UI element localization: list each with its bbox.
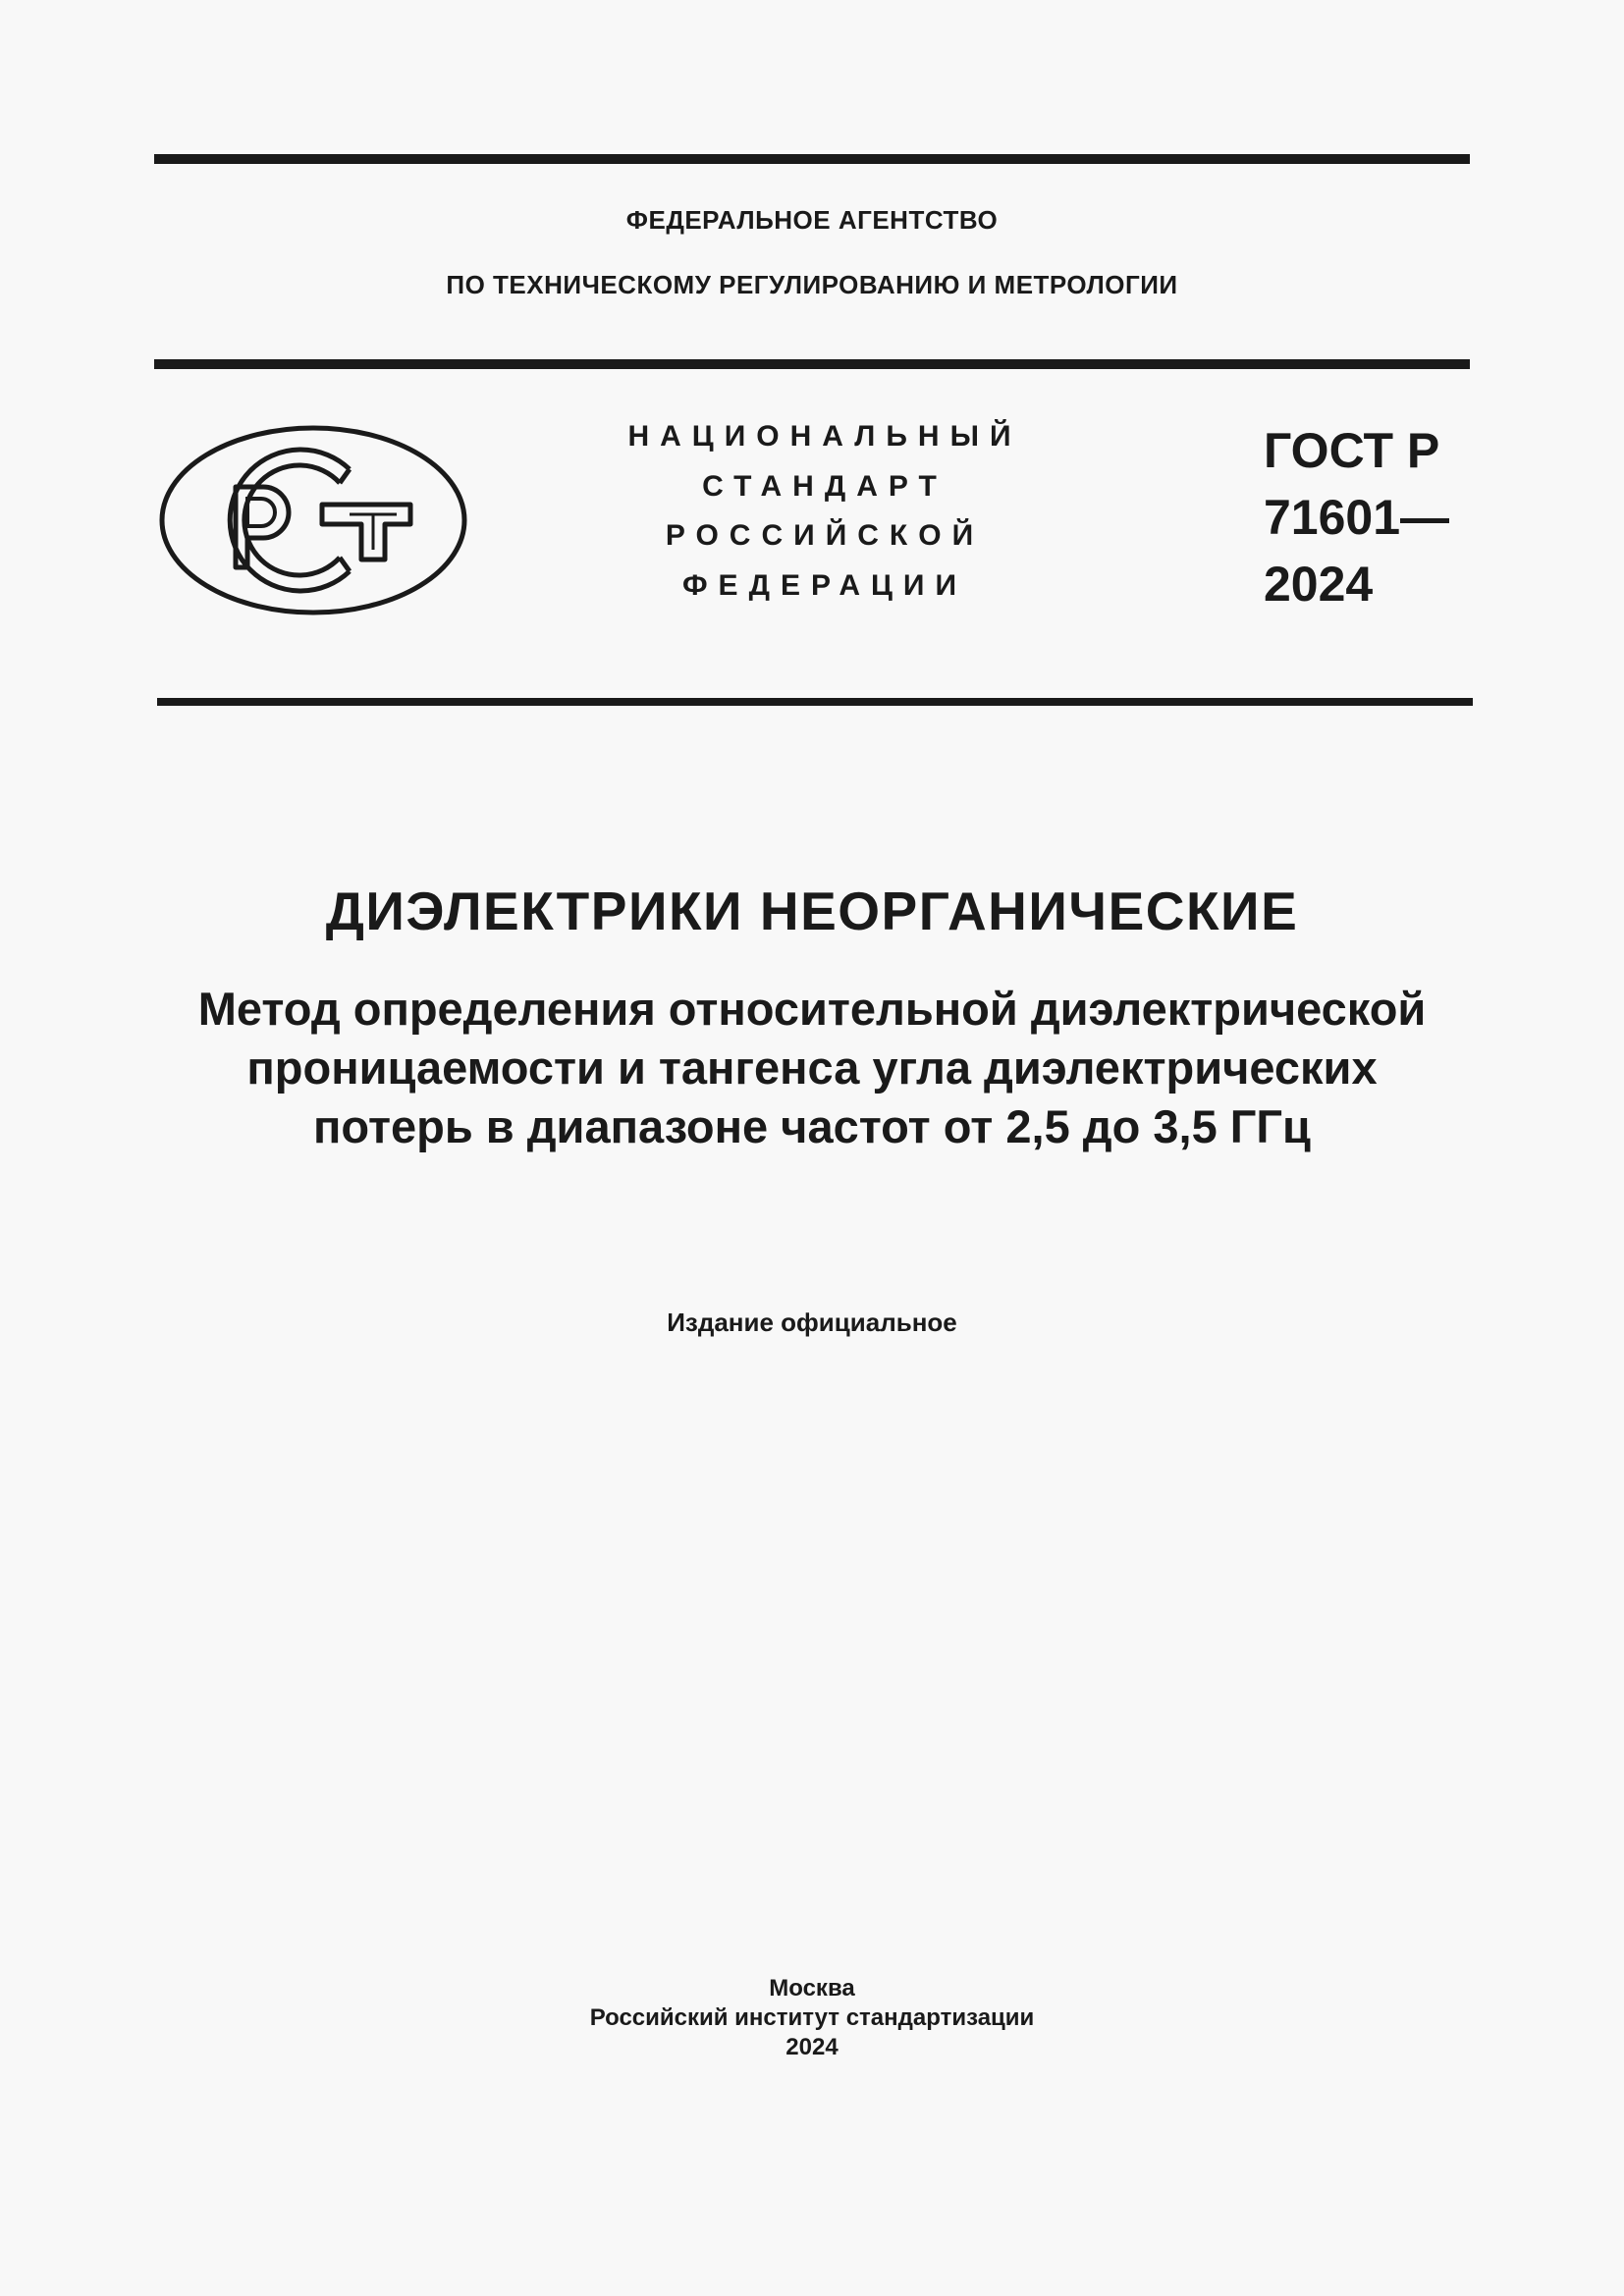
standard-type-line-2: СТАНДАРТ [702, 470, 947, 503]
document-subtitle-line-3: потерь в диапазоне частот от 2,5 до 3,5 ГГц [313, 1100, 1311, 1152]
publication-year: 2024 [785, 2034, 839, 2060]
standard-designation-year: 2024 [1264, 557, 1374, 612]
standard-type-line-4: ФЕДЕРАЦИИ [681, 569, 968, 602]
standard-type-line-1: НАЦИОНАЛЬНЫЙ [627, 420, 1022, 453]
title-block-divider [157, 698, 1473, 706]
agency-name-line-1: ФЕДЕРАЛЬНОЕ АГЕНТСТВО [625, 205, 999, 235]
document-title: ДИЭЛЕКТРИКИ НЕОРГАНИЧЕСКИЕ [325, 881, 1299, 941]
document-subtitle-line-1: Метод определения относительной диэлектрической [197, 983, 1427, 1035]
standard-designation-number: 71601— [1264, 490, 1450, 545]
header-divider [154, 359, 1470, 369]
agency-name-line-2: ПО ТЕХНИЧЕСКОМУ РЕГУЛИРОВАНИЮ И МЕТРОЛОГИИ [446, 270, 1178, 299]
publisher-name: Российский институт стандартизации [589, 2004, 1035, 2031]
publisher-city: Москва [769, 1975, 855, 2002]
rst-certification-mark-icon [157, 422, 469, 618]
document-subtitle-line-2: проницаемости и тангенса угла диэлектрических [246, 1041, 1378, 1094]
standard-designation-prefix: ГОСТ Р [1264, 423, 1440, 478]
edition-note: Издание официальное [667, 1308, 957, 1337]
top-divider [154, 154, 1470, 164]
standard-type-line-3: РОССИЙСКОЙ [665, 519, 985, 552]
